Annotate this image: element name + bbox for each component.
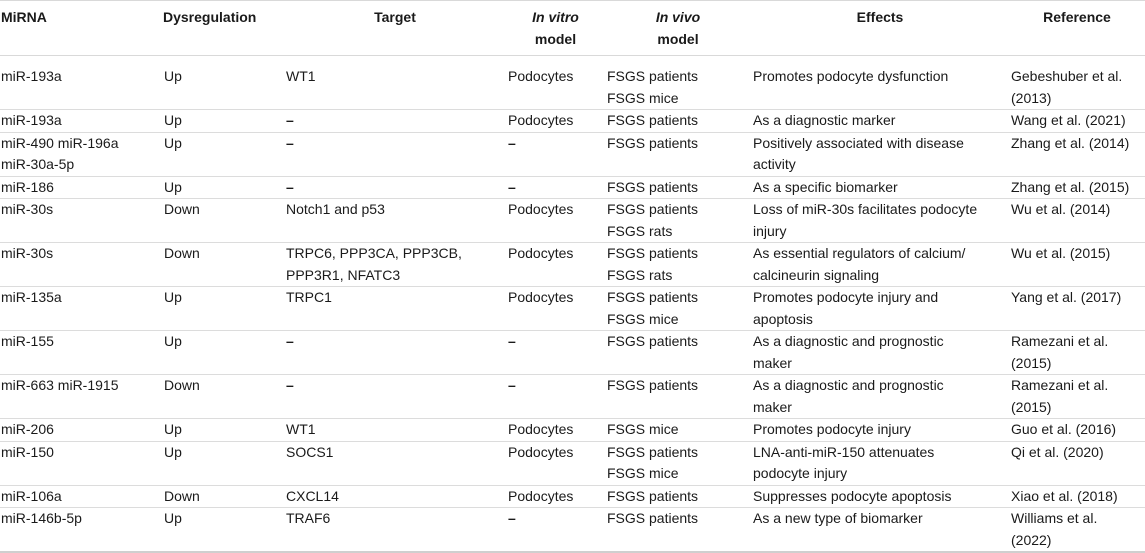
- cell-target: [284, 287, 506, 331]
- mirna-line: miR-135a: [1, 289, 62, 305]
- table-row: [0, 485, 1145, 508]
- cell-in-vitro: –: [506, 176, 605, 199]
- cell-in-vivo: [605, 199, 751, 243]
- cell-dysregulation: Up: [162, 331, 284, 375]
- cell-in-vivo: [605, 419, 751, 442]
- cell-mirna: [0, 375, 162, 419]
- effects-line: As a new type of biomarker: [753, 510, 923, 526]
- reference-line: Zhang et al. (2015): [1011, 178, 1130, 195]
- cell-effects: [751, 508, 1009, 553]
- cell-mirna: [0, 419, 162, 442]
- mirna-line: miR-150: [1, 443, 54, 460]
- target-line: Notch1 and p53: [286, 201, 385, 217]
- cell-mirna: [0, 176, 162, 199]
- cell-reference: [1009, 331, 1145, 375]
- header-in-vivo-model: model: [657, 30, 699, 47]
- cell-dysregulation: Up: [162, 110, 284, 133]
- reference-line: Gebeshuber et al.: [1011, 68, 1123, 84]
- effects-line: Promotes podocyte injury: [753, 421, 911, 437]
- header-dysregulation: Dysregulation: [162, 1, 284, 56]
- cell-in-vitro: –: [506, 331, 605, 375]
- invivo-line: FSGS patients: [607, 134, 699, 151]
- cell-mirna: [0, 110, 162, 133]
- effects-line: As essential regulators of calcium/: [753, 245, 966, 261]
- invivo-line: FSGS patients: [607, 178, 699, 195]
- cell-in-vitro: –: [506, 375, 605, 419]
- cell-in-vitro: –: [506, 508, 605, 553]
- table-row: [0, 199, 1145, 243]
- cell-reference: [1009, 243, 1145, 287]
- cell-target: [284, 375, 506, 419]
- cell-reference: [1009, 110, 1145, 133]
- effects-line: As a diagnostic and prognostic: [753, 333, 944, 349]
- invivo-line: FSGS patients: [607, 245, 699, 261]
- invivo-line: FSGS patients: [607, 112, 699, 128]
- cell-reference: [1009, 132, 1145, 176]
- table-row: [0, 243, 1145, 287]
- mirna-line: miR-155: [1, 333, 54, 349]
- cell-dysregulation: Up: [162, 176, 284, 199]
- invivo-line: FSGS mice: [607, 465, 679, 481]
- cell-in-vivo: [605, 110, 751, 133]
- cell-target: [284, 110, 506, 133]
- effects-line: Positively associated with disease: [753, 134, 964, 151]
- header-in-vitro: [506, 1, 605, 56]
- mirna-line: miR-186: [1, 178, 54, 195]
- table-row: [0, 132, 1145, 176]
- mirna-line: miR-146b-5p: [1, 510, 82, 526]
- effects-line: Promotes podocyte injury and: [753, 289, 939, 305]
- cell-dysregulation: Down: [162, 243, 284, 287]
- table-row: [0, 441, 1145, 485]
- invivo-line: FSGS patients: [607, 201, 699, 217]
- invivo-line: FSGS mice: [607, 310, 679, 327]
- cell-target: [284, 56, 506, 110]
- reference-line: Qi et al. (2020): [1011, 443, 1104, 460]
- reference-line: Xiao et al. (2018): [1011, 487, 1118, 504]
- cell-dysregulation: Up: [162, 132, 284, 176]
- cell-effects: [751, 375, 1009, 419]
- mirna-line: miR-30s: [1, 245, 54, 261]
- reference-line: Yang et al. (2017): [1011, 289, 1122, 305]
- target-line: –: [286, 178, 294, 195]
- target-line: –: [286, 134, 294, 151]
- invivo-line: FSGS patients: [607, 68, 699, 84]
- header-in-vivo: [605, 1, 751, 56]
- cell-mirna: [0, 56, 162, 110]
- target-line: –: [286, 333, 294, 349]
- cell-mirna: [0, 508, 162, 553]
- target-line: PPP3R1, NFATC3: [286, 266, 401, 283]
- cell-dysregulation: Down: [162, 199, 284, 243]
- cell-target: [284, 485, 506, 508]
- cell-in-vivo: [605, 243, 751, 287]
- invivo-line: FSGS rats: [607, 222, 673, 239]
- effects-line: apoptosis: [753, 310, 813, 327]
- table-row: [0, 375, 1145, 419]
- invivo-line: FSGS patients: [607, 510, 699, 526]
- cell-in-vitro: Podocytes: [506, 199, 605, 243]
- cell-mirna: [0, 199, 162, 243]
- cell-dysregulation: Down: [162, 375, 284, 419]
- cell-reference: [1009, 485, 1145, 508]
- target-line: TRPC6, PPP3CA, PPP3CB,: [286, 245, 462, 261]
- effects-line: As a diagnostic and prognostic: [753, 377, 944, 393]
- cell-in-vitro: Podocytes: [506, 441, 605, 485]
- cell-target: [284, 199, 506, 243]
- target-line: WT1: [286, 421, 316, 437]
- reference-line: (2022): [1011, 531, 1052, 548]
- cell-in-vitro: Podocytes: [506, 56, 605, 110]
- cell-target: [284, 441, 506, 485]
- cell-mirna: [0, 287, 162, 331]
- cell-in-vivo: [605, 176, 751, 199]
- table-row: [0, 287, 1145, 331]
- cell-effects: [751, 441, 1009, 485]
- header-effects: Effects: [751, 1, 1009, 56]
- mirna-line: miR-30a-5p: [1, 156, 75, 172]
- cell-target: [284, 132, 506, 176]
- cell-in-vivo: [605, 441, 751, 485]
- cell-mirna: [0, 485, 162, 508]
- target-line: –: [286, 377, 294, 393]
- cell-effects: [751, 419, 1009, 442]
- cell-reference: [1009, 375, 1145, 419]
- invivo-line: FSGS patients: [607, 443, 699, 460]
- header-row: [0, 1, 1145, 56]
- cell-dysregulation: Down: [162, 485, 284, 508]
- effects-line: calcineurin signaling: [753, 266, 880, 283]
- cell-dysregulation: Up: [162, 419, 284, 442]
- cell-effects: [751, 176, 1009, 199]
- reference-line: Ramezani et al.: [1011, 377, 1109, 393]
- invivo-line: FSGS mice: [607, 89, 679, 106]
- invivo-line: FSGS patients: [607, 487, 699, 504]
- header-in-vivo-label: In vivo: [655, 9, 701, 25]
- effects-line: As a diagnostic marker: [753, 112, 896, 128]
- cell-reference: [1009, 176, 1145, 199]
- effects-line: podocyte injury: [753, 465, 848, 481]
- cell-dysregulation: Up: [162, 56, 284, 110]
- cell-reference: [1009, 441, 1145, 485]
- invivo-line: FSGS mice: [607, 421, 679, 437]
- mirna-line: miR-30s: [1, 201, 54, 217]
- cell-effects: [751, 485, 1009, 508]
- table-row: [0, 419, 1145, 442]
- target-line: WT1: [286, 68, 316, 84]
- reference-line: Wu et al. (2014): [1011, 201, 1111, 217]
- cell-effects: [751, 110, 1009, 133]
- mirna-line: miR-193a: [1, 68, 62, 84]
- cell-in-vivo: [605, 485, 751, 508]
- table-row: [0, 331, 1145, 375]
- table-body: [0, 56, 1145, 553]
- reference-line: Ramezani et al.: [1011, 333, 1109, 349]
- cell-target: [284, 176, 506, 199]
- cell-effects: [751, 199, 1009, 243]
- invivo-line: FSGS patients: [607, 377, 699, 393]
- mirna-line: miR-206: [1, 421, 54, 437]
- cell-in-vivo: [605, 375, 751, 419]
- invivo-line: FSGS rats: [607, 266, 673, 283]
- cell-mirna: [0, 243, 162, 287]
- cell-reference: [1009, 199, 1145, 243]
- cell-reference: [1009, 508, 1145, 553]
- cell-in-vitro: –: [506, 132, 605, 176]
- cell-reference: [1009, 419, 1145, 442]
- reference-line: Guo et al. (2016): [1011, 421, 1117, 437]
- cell-reference: [1009, 287, 1145, 331]
- cell-in-vivo: [605, 56, 751, 110]
- cell-in-vivo: [605, 287, 751, 331]
- header-target: Target: [284, 1, 506, 56]
- table-row: [0, 176, 1145, 199]
- target-line: TRPC1: [286, 289, 332, 305]
- cell-in-vitro: Podocytes: [506, 110, 605, 133]
- target-line: CXCL14: [286, 487, 339, 504]
- reference-line: Wang et al. (2021): [1011, 112, 1126, 128]
- cell-effects: [751, 243, 1009, 287]
- cell-effects: [751, 56, 1009, 110]
- table-row: [0, 110, 1145, 133]
- mirna-line: miR-193a: [1, 112, 62, 128]
- cell-in-vitro: Podocytes: [506, 485, 605, 508]
- mirna-line: miR-106a: [1, 487, 62, 504]
- header-in-vitro-label: In vitro: [532, 9, 579, 25]
- cell-effects: [751, 287, 1009, 331]
- effects-line: activity: [753, 156, 796, 172]
- cell-in-vitro: Podocytes: [506, 287, 605, 331]
- effects-line: Loss of miR-30s facilitates podocyte: [753, 201, 978, 217]
- cell-target: [284, 419, 506, 442]
- header-mirna: MiRNA: [0, 1, 162, 56]
- table-row: [0, 508, 1145, 553]
- effects-line: maker: [753, 354, 792, 371]
- effects-line: injury: [753, 222, 787, 239]
- reference-line: (2013): [1011, 89, 1052, 106]
- cell-effects: [751, 132, 1009, 176]
- reference-line: (2015): [1011, 354, 1052, 371]
- mirna-line: miR-490 miR-196a: [1, 134, 119, 151]
- cell-in-vivo: [605, 132, 751, 176]
- invivo-line: FSGS patients: [607, 289, 699, 305]
- cell-in-vivo: [605, 508, 751, 553]
- effects-line: LNA-anti-miR-150 attenuates: [753, 443, 935, 460]
- reference-line: Williams et al.: [1011, 510, 1098, 526]
- cell-in-vitro: Podocytes: [506, 419, 605, 442]
- cell-target: [284, 331, 506, 375]
- cell-dysregulation: Up: [162, 508, 284, 553]
- reference-line: Wu et al. (2015): [1011, 245, 1111, 261]
- reference-line: (2015): [1011, 398, 1052, 415]
- cell-effects: [751, 331, 1009, 375]
- header-in-vitro-model: model: [534, 30, 577, 47]
- target-line: TRAF6: [286, 510, 331, 526]
- cell-in-vitro: Podocytes: [506, 243, 605, 287]
- cell-dysregulation: Up: [162, 441, 284, 485]
- effects-line: Promotes podocyte dysfunction: [753, 68, 949, 84]
- effects-line: As a specific biomarker: [753, 178, 898, 195]
- effects-line: Suppresses podocyte apoptosis: [753, 487, 952, 504]
- effects-line: maker: [753, 398, 792, 415]
- cell-mirna: [0, 441, 162, 485]
- table-row: [0, 56, 1145, 110]
- cell-dysregulation: Up: [162, 287, 284, 331]
- cell-target: [284, 508, 506, 553]
- target-line: SOCS1: [286, 443, 334, 460]
- reference-line: Zhang et al. (2014): [1011, 134, 1130, 151]
- cell-reference: [1009, 56, 1145, 110]
- header-reference: Reference: [1009, 1, 1145, 56]
- target-line: –: [286, 112, 294, 128]
- invivo-line: FSGS patients: [607, 333, 699, 349]
- cell-target: [284, 243, 506, 287]
- cell-mirna: [0, 132, 162, 176]
- cell-mirna: [0, 331, 162, 375]
- mirna-line: miR-663 miR-1915: [1, 377, 119, 393]
- cell-in-vivo: [605, 331, 751, 375]
